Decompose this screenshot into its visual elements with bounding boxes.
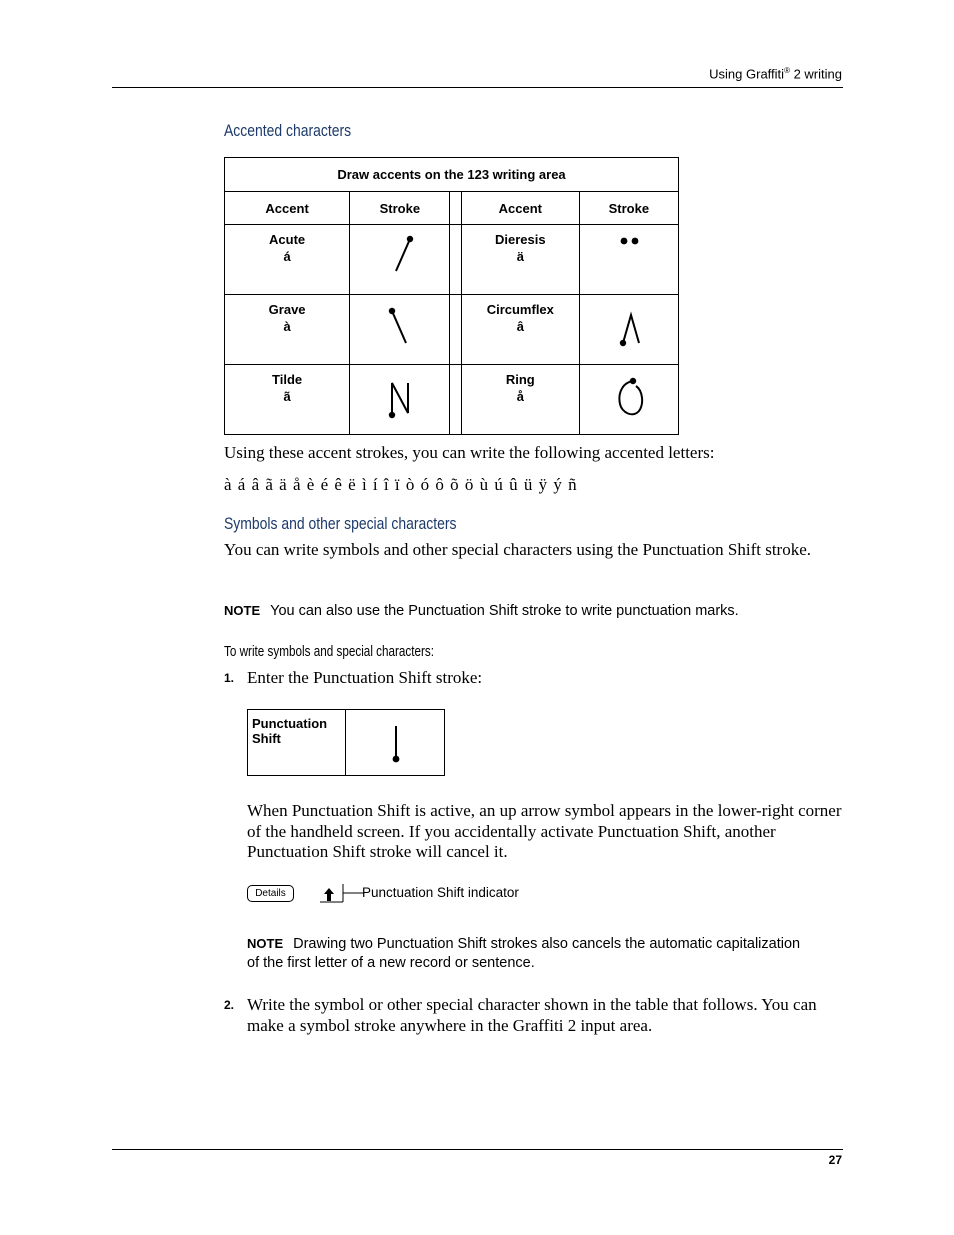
punctuation-shift-box [247, 709, 445, 776]
accent-cell-circumflex: Circumflex â [461, 295, 579, 365]
table-gap [450, 192, 462, 225]
col-header-stroke: Stroke [579, 192, 678, 225]
accent-intro: Using these accent strokes, you can write the following accented letters: [224, 443, 715, 462]
step-number: 2. [224, 998, 235, 1012]
accent-cell-dieresis: Dieresis ä [461, 225, 579, 295]
col-header-stroke: Stroke [350, 192, 450, 225]
step2-text: Write the symbol or other special character shown in the table that follows. You can make a symbol stroke anywhere in the Graffiti 2 input area. [247, 995, 817, 1035]
col-header-accent: Accent [225, 192, 350, 225]
circumflex-stroke-icon [579, 295, 678, 365]
dieresis-stroke-icon [579, 225, 678, 295]
indicator-label: Punctuation Shift indicator [362, 885, 519, 900]
header-rule [112, 87, 843, 88]
tilde-stroke-icon [350, 365, 450, 435]
symbols-intro: You can write symbols and other special characters using the Punctuation Shift stroke. [224, 540, 812, 559]
running-head: Using Graffiti® 2 writing [709, 66, 842, 82]
note-punctuation: NOTE You can also use the Punctuation Shift stroke to write punctuation marks. [224, 603, 739, 619]
grave-stroke-icon [350, 295, 450, 365]
step1-text: Enter the Punctuation Shift stroke: [247, 668, 483, 687]
footer-rule [112, 1149, 843, 1150]
punctuation-shift-label: Punctuation Shift [252, 716, 328, 746]
step-number: 1. [224, 671, 235, 685]
note-capitalization: NOTE Drawing two Punctuation Shift strokes also cancels the automatic capitalization of the first letter of a new record or sentence. [247, 936, 801, 971]
accent-cell-tilde: Tilde ã [225, 365, 350, 435]
ring-stroke-icon [579, 365, 678, 435]
page-number: 27 [828, 1153, 842, 1167]
accent-table [224, 157, 679, 435]
step1-paragraph: When Punctuation Shift is active, an up arrow symbol appears in the lower-right corner of the handheld screen. If you accidentally activate Punctuation Shift, another Punctuation Shift stroke will cancel it. [247, 801, 842, 861]
accent-cell-grave: Grave à [225, 295, 350, 365]
acute-stroke-icon [350, 225, 450, 295]
section-title-accented: Accented characters [224, 121, 352, 140]
accent-table-caption: Draw accents on the 123 writing area [225, 158, 679, 192]
up-arrow-icon [320, 882, 364, 904]
accent-cell-ring: Ring å [461, 365, 579, 435]
accent-letters: à á â ã ä å è é ê ë ì í î ï ò ó ô õ ö ù ú û ü ÿ ý ñ [224, 475, 577, 494]
col-header-accent: Accent [461, 192, 579, 225]
section-title-symbols: Symbols and other special characters [224, 514, 457, 533]
procedure-title: To write symbols and special characters: [224, 643, 435, 660]
accent-cell-acute: Acute á [225, 225, 350, 295]
details-button[interactable]: Details [247, 885, 294, 902]
punctuation-shift-stroke-icon [384, 722, 408, 766]
